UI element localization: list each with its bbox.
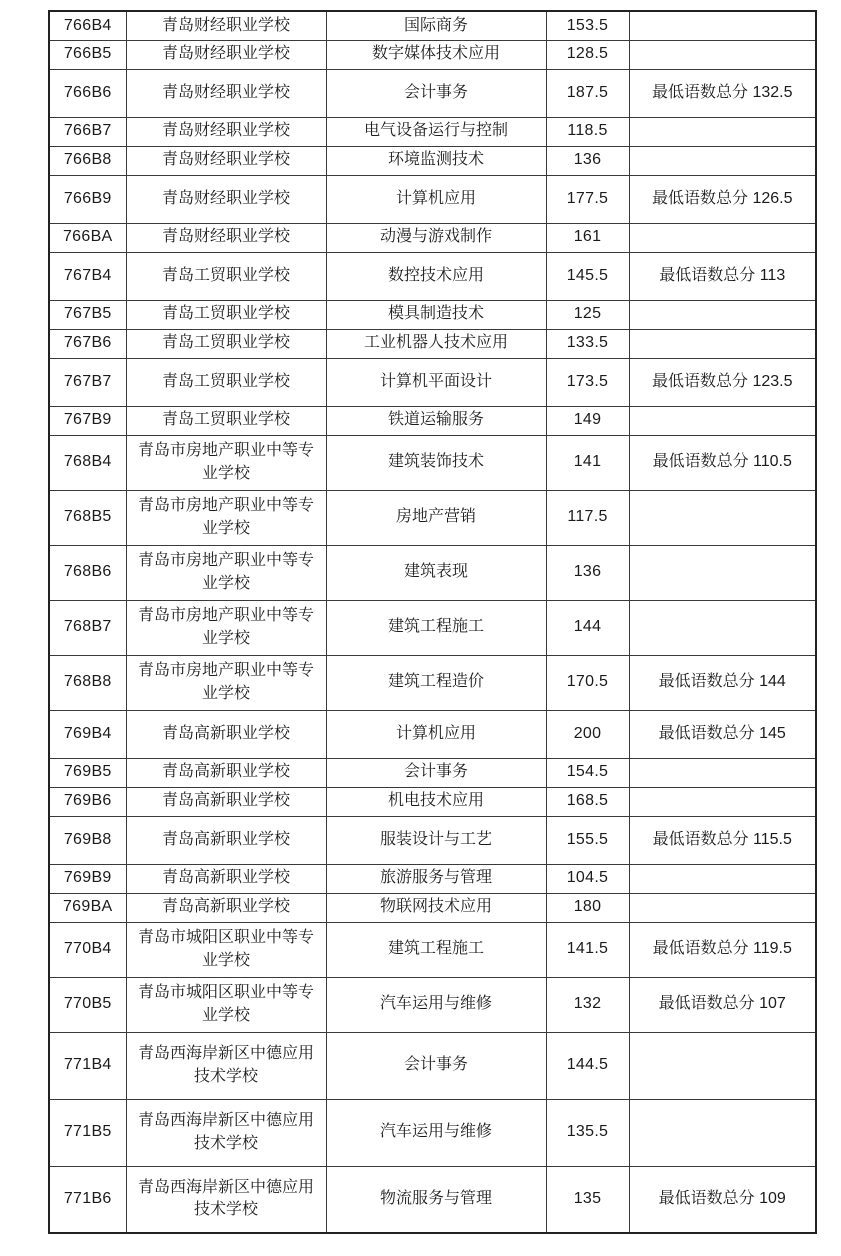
cell-score: 132: [546, 977, 629, 1032]
cell-note: [629, 893, 816, 922]
cell-major: 机电技术应用: [326, 787, 546, 816]
cell-note: 最低语数总分 119.5: [629, 922, 816, 977]
table-row: [49, 40, 816, 69]
cell-score: 125: [546, 300, 629, 329]
table-row: [49, 1032, 816, 1099]
cell-note: [629, 787, 816, 816]
cell-major: 汽车运用与维修: [326, 1099, 546, 1166]
cell-major: 建筑表现: [326, 545, 546, 600]
cell-school: 青岛工贸职业学校: [126, 252, 326, 300]
cell-school: 青岛财经职业学校: [126, 175, 326, 223]
table-row: [49, 490, 816, 545]
cell-code: 767B5: [49, 300, 126, 329]
cell-score: 136: [546, 146, 629, 175]
table-row: [49, 146, 816, 175]
cell-major: 汽车运用与维修: [326, 977, 546, 1032]
cell-school: 青岛财经职业学校: [126, 223, 326, 252]
cell-code: 766B6: [49, 69, 126, 117]
cell-score: 136: [546, 545, 629, 600]
cell-school: 青岛高新职业学校: [126, 710, 326, 758]
cell-school: 青岛市城阳区职业中等专业学校: [126, 922, 326, 977]
cell-code: 769B8: [49, 816, 126, 864]
cell-school: 青岛市房地产职业中等专业学校: [126, 435, 326, 490]
cell-major: 数控技术应用: [326, 252, 546, 300]
cell-major: 国际商务: [326, 11, 546, 40]
cell-note: 最低语数总分 115.5: [629, 816, 816, 864]
cell-major: 会计事务: [326, 758, 546, 787]
cell-school: 青岛工贸职业学校: [126, 300, 326, 329]
table-row: [49, 758, 816, 787]
cell-major: 计算机应用: [326, 175, 546, 223]
cell-score: 135: [546, 1166, 629, 1233]
cell-major: 动漫与游戏制作: [326, 223, 546, 252]
cell-major: 物联网技术应用: [326, 893, 546, 922]
cell-major: 计算机平面设计: [326, 358, 546, 406]
cell-score: 168.5: [546, 787, 629, 816]
cell-school: 青岛市房地产职业中等专业学校: [126, 600, 326, 655]
cell-note: [629, 600, 816, 655]
cell-score: 117.5: [546, 490, 629, 545]
cell-note: [629, 490, 816, 545]
cell-code: 766B8: [49, 146, 126, 175]
cell-note: 最低语数总分 126.5: [629, 175, 816, 223]
table-row: [49, 922, 816, 977]
cell-code: 768B4: [49, 435, 126, 490]
table-row: [49, 117, 816, 146]
cell-major: 建筑工程施工: [326, 922, 546, 977]
cell-school: 青岛财经职业学校: [126, 117, 326, 146]
cell-note: 最低语数总分 144: [629, 655, 816, 710]
cell-school: 青岛高新职业学校: [126, 816, 326, 864]
cell-note: [629, 40, 816, 69]
cell-note: [629, 545, 816, 600]
cell-score: 128.5: [546, 40, 629, 69]
cell-score: 104.5: [546, 864, 629, 893]
cell-major: 服装设计与工艺: [326, 816, 546, 864]
cell-school: 青岛市城阳区职业中等专业学校: [126, 977, 326, 1032]
cell-score: 141: [546, 435, 629, 490]
table-row: [49, 223, 816, 252]
cell-school: 青岛高新职业学校: [126, 893, 326, 922]
cell-note: [629, 300, 816, 329]
table-row: [49, 977, 816, 1032]
cell-score: 173.5: [546, 358, 629, 406]
cell-school: 青岛高新职业学校: [126, 864, 326, 893]
cell-code: 768B6: [49, 545, 126, 600]
table-row: [49, 435, 816, 490]
cell-code: 766BA: [49, 223, 126, 252]
cell-major: 电气设备运行与控制: [326, 117, 546, 146]
cell-code: 767B6: [49, 329, 126, 358]
cell-note: [629, 406, 816, 435]
cell-code: 770B4: [49, 922, 126, 977]
cell-score: 155.5: [546, 816, 629, 864]
table-body: [49, 11, 816, 1233]
cell-major: 物流服务与管理: [326, 1166, 546, 1233]
cell-score: 144.5: [546, 1032, 629, 1099]
cell-major: 计算机应用: [326, 710, 546, 758]
table-row: [49, 893, 816, 922]
cell-code: 767B7: [49, 358, 126, 406]
table-row: [49, 816, 816, 864]
cell-score: 118.5: [546, 117, 629, 146]
cell-note: [629, 11, 816, 40]
cell-code: 767B4: [49, 252, 126, 300]
cell-score: 180: [546, 893, 629, 922]
cell-school: 青岛西海岸新区中德应用技术学校: [126, 1032, 326, 1099]
cell-code: 766B7: [49, 117, 126, 146]
table-row: [49, 710, 816, 758]
cell-code: 768B7: [49, 600, 126, 655]
cell-school: 青岛市房地产职业中等专业学校: [126, 490, 326, 545]
cell-school: 青岛市房地产职业中等专业学校: [126, 545, 326, 600]
cell-code: 769B4: [49, 710, 126, 758]
cell-note: [629, 864, 816, 893]
cell-school: 青岛工贸职业学校: [126, 358, 326, 406]
cell-note: [629, 1099, 816, 1166]
cell-score: 200: [546, 710, 629, 758]
table-row: [49, 787, 816, 816]
cell-score: 177.5: [546, 175, 629, 223]
cell-major: 模具制造技术: [326, 300, 546, 329]
table-row: [49, 600, 816, 655]
cell-code: 768B8: [49, 655, 126, 710]
cell-code: 771B4: [49, 1032, 126, 1099]
table-row: [49, 864, 816, 893]
cell-code: 769B5: [49, 758, 126, 787]
cell-note: 最低语数总分 132.5: [629, 69, 816, 117]
cell-school: 青岛财经职业学校: [126, 11, 326, 40]
cell-school: 青岛工贸职业学校: [126, 329, 326, 358]
cell-note: [629, 758, 816, 787]
table-row: [49, 1166, 816, 1233]
table-row: [49, 69, 816, 117]
cell-code: 771B5: [49, 1099, 126, 1166]
table-row: [49, 11, 816, 40]
cell-school: 青岛财经职业学校: [126, 146, 326, 175]
cell-score: 135.5: [546, 1099, 629, 1166]
cell-score: 144: [546, 600, 629, 655]
cell-score: 149: [546, 406, 629, 435]
cell-school: 青岛高新职业学校: [126, 787, 326, 816]
cell-note: 最低语数总分 123.5: [629, 358, 816, 406]
cell-code: 766B4: [49, 11, 126, 40]
table-row: [49, 406, 816, 435]
cell-code: 769BA: [49, 893, 126, 922]
cell-note: [629, 146, 816, 175]
cell-code: 769B9: [49, 864, 126, 893]
cell-code: 768B5: [49, 490, 126, 545]
cell-note: 最低语数总分 113: [629, 252, 816, 300]
table-row: [49, 1099, 816, 1166]
cell-major: 数字媒体技术应用: [326, 40, 546, 69]
cell-code: 771B6: [49, 1166, 126, 1233]
cell-score: 133.5: [546, 329, 629, 358]
cell-score: 154.5: [546, 758, 629, 787]
cell-school: 青岛财经职业学校: [126, 69, 326, 117]
cell-code: 769B6: [49, 787, 126, 816]
table-row: [49, 655, 816, 710]
cell-school: 青岛工贸职业学校: [126, 406, 326, 435]
cell-major: 环境监测技术: [326, 146, 546, 175]
cell-score: 161: [546, 223, 629, 252]
cell-major: 建筑装饰技术: [326, 435, 546, 490]
cell-major: 会计事务: [326, 1032, 546, 1099]
cell-school: 青岛市房地产职业中等专业学校: [126, 655, 326, 710]
cell-note: [629, 329, 816, 358]
cell-score: 141.5: [546, 922, 629, 977]
cell-note: [629, 223, 816, 252]
cell-major: 工业机器人技术应用: [326, 329, 546, 358]
table-row: [49, 175, 816, 223]
cell-code: 767B9: [49, 406, 126, 435]
admission-scores-table: [48, 10, 817, 1234]
cell-score: 153.5: [546, 11, 629, 40]
cell-major: 房地产营销: [326, 490, 546, 545]
cell-school: 青岛高新职业学校: [126, 758, 326, 787]
cell-code: 766B5: [49, 40, 126, 69]
cell-note: 最低语数总分 107: [629, 977, 816, 1032]
cell-code: 766B9: [49, 175, 126, 223]
cell-note: 最低语数总分 109: [629, 1166, 816, 1233]
cell-score: 145.5: [546, 252, 629, 300]
table-row: [49, 252, 816, 300]
cell-school: 青岛财经职业学校: [126, 40, 326, 69]
table-row: [49, 300, 816, 329]
cell-note: 最低语数总分 110.5: [629, 435, 816, 490]
cell-note: 最低语数总分 145: [629, 710, 816, 758]
table-row: [49, 358, 816, 406]
cell-score: 187.5: [546, 69, 629, 117]
cell-score: 170.5: [546, 655, 629, 710]
table-row: [49, 545, 816, 600]
cell-note: [629, 117, 816, 146]
table-row: [49, 329, 816, 358]
cell-major: 旅游服务与管理: [326, 864, 546, 893]
cell-major: 会计事务: [326, 69, 546, 117]
cell-code: 770B5: [49, 977, 126, 1032]
cell-school: 青岛西海岸新区中德应用技术学校: [126, 1166, 326, 1233]
cell-school: 青岛西海岸新区中德应用技术学校: [126, 1099, 326, 1166]
cell-major: 铁道运输服务: [326, 406, 546, 435]
cell-major: 建筑工程造价: [326, 655, 546, 710]
cell-note: [629, 1032, 816, 1099]
cell-major: 建筑工程施工: [326, 600, 546, 655]
